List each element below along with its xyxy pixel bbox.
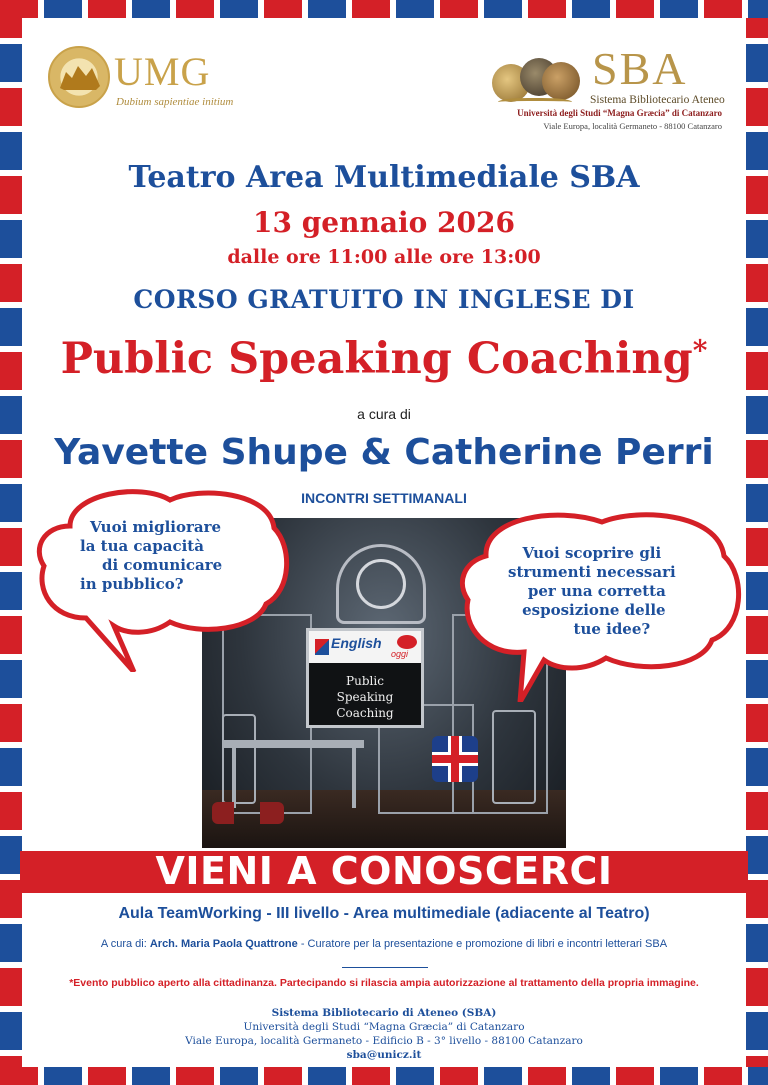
- cta-banner-text: VIENI A CONOSCERCI: [155, 849, 613, 893]
- bubble-line: tue idee?: [573, 620, 651, 638]
- coins-icon: [492, 58, 580, 108]
- english-oggi-logo: [309, 631, 421, 663]
- speech-bubble-left: [30, 486, 294, 672]
- umg-name: UMG: [114, 49, 211, 94]
- venue: Teatro Area Multimediale SBA: [128, 160, 640, 195]
- event-title: [0, 334, 768, 384]
- frequency: INCONTRI SETTIMANALI: [301, 490, 467, 506]
- curator-name: Arch. Maria Paola Quattrone: [149, 938, 298, 950]
- speakers: Yavette Shupe & Catherine Perri: [54, 432, 714, 473]
- union-jack-cushion: [432, 736, 478, 782]
- footer-university: Università degli Studi “Magna Græcia” di Catanzaro: [243, 1021, 525, 1033]
- bubble-line: la tua capacità: [80, 537, 204, 555]
- event-title-text: Public Speaking Coaching: [60, 334, 693, 384]
- board-text: [309, 673, 421, 721]
- sba-subtitle: Sistema Bibliotecario Ateneo: [590, 94, 725, 106]
- bubble-line: per una corretta: [527, 582, 666, 600]
- chalkboard: [306, 628, 424, 728]
- dumbbells-icon: [212, 802, 284, 824]
- sba-address: Viale Europa, località Germaneto - 88100 Catanzaro: [543, 121, 722, 131]
- logo-text: English: [331, 635, 382, 651]
- chair-icon: [492, 710, 536, 804]
- cta-banner: [20, 851, 748, 893]
- title-asterisk: *: [692, 334, 708, 367]
- bubble-line: di comunicare: [102, 556, 223, 574]
- by-label: a cura di: [357, 406, 411, 422]
- umg-motto: Dubium sapientiae initium: [116, 96, 234, 108]
- public-note: *Evento pubblico aperto alla cittadinanza. Partecipando si rilascia ampia autorizzazione al trattamento della propria immagine.: [69, 977, 699, 989]
- border-stripe-bottom: [0, 1067, 768, 1085]
- sba-logo: [492, 43, 725, 136]
- board-line: Coaching: [336, 706, 394, 720]
- board-line: Speaking: [336, 690, 394, 704]
- sba-university: Università degli Studi “Magna Græcia” di Catanzaro: [517, 108, 722, 118]
- bubble-line: Vuoi scoprire gli: [522, 544, 662, 562]
- bubble-line: esposizione delle: [522, 601, 666, 619]
- umg-seal-icon: [48, 46, 110, 108]
- clock-icon: [336, 544, 426, 624]
- event-hours: dalle ore 11:00 alle ore 13:00: [227, 246, 541, 268]
- board-line: Public: [346, 674, 384, 688]
- room-info: Aula TeamWorking - III livello - Area multimediale (adiacente al Teatro): [118, 905, 650, 922]
- bubble-text-left: [80, 518, 222, 594]
- heart-icon: [397, 635, 417, 649]
- bubble-text-right: [508, 544, 676, 639]
- footer-org: Sistema Bibliotecario di Ateneo (SBA): [271, 1007, 497, 1019]
- curator-line: [0, 938, 768, 950]
- footer-email[interactable]: sba@unicz.it: [346, 1049, 422, 1061]
- event-date: 13 gennaio 2026: [253, 206, 515, 239]
- logo-sub: oggi: [391, 649, 409, 659]
- bubble-line: strumenti necessari: [508, 563, 676, 581]
- divider: [342, 967, 428, 968]
- course-line: CORSO GRATUITO IN INGLESE DI: [133, 285, 635, 314]
- footer-address: Viale Europa, località Germaneto - Edificio B - 3° livello - 88100 Catanzaro: [185, 1035, 583, 1047]
- umg-logo: [48, 46, 248, 112]
- speech-bubble-right: [456, 506, 746, 702]
- curator-role: - Curatore per la presentazione e promozione di libri e incontri letterari SBA: [297, 938, 668, 950]
- border-stripe-top: [0, 0, 768, 18]
- flag-icon: [315, 639, 329, 655]
- chair-icon: [222, 714, 256, 804]
- bubble-line: in pubblico?: [80, 575, 184, 593]
- curator-label: A cura di:: [100, 938, 147, 950]
- bubble-line: Vuoi migliorare: [90, 518, 222, 536]
- sba-title: SBA: [592, 43, 688, 94]
